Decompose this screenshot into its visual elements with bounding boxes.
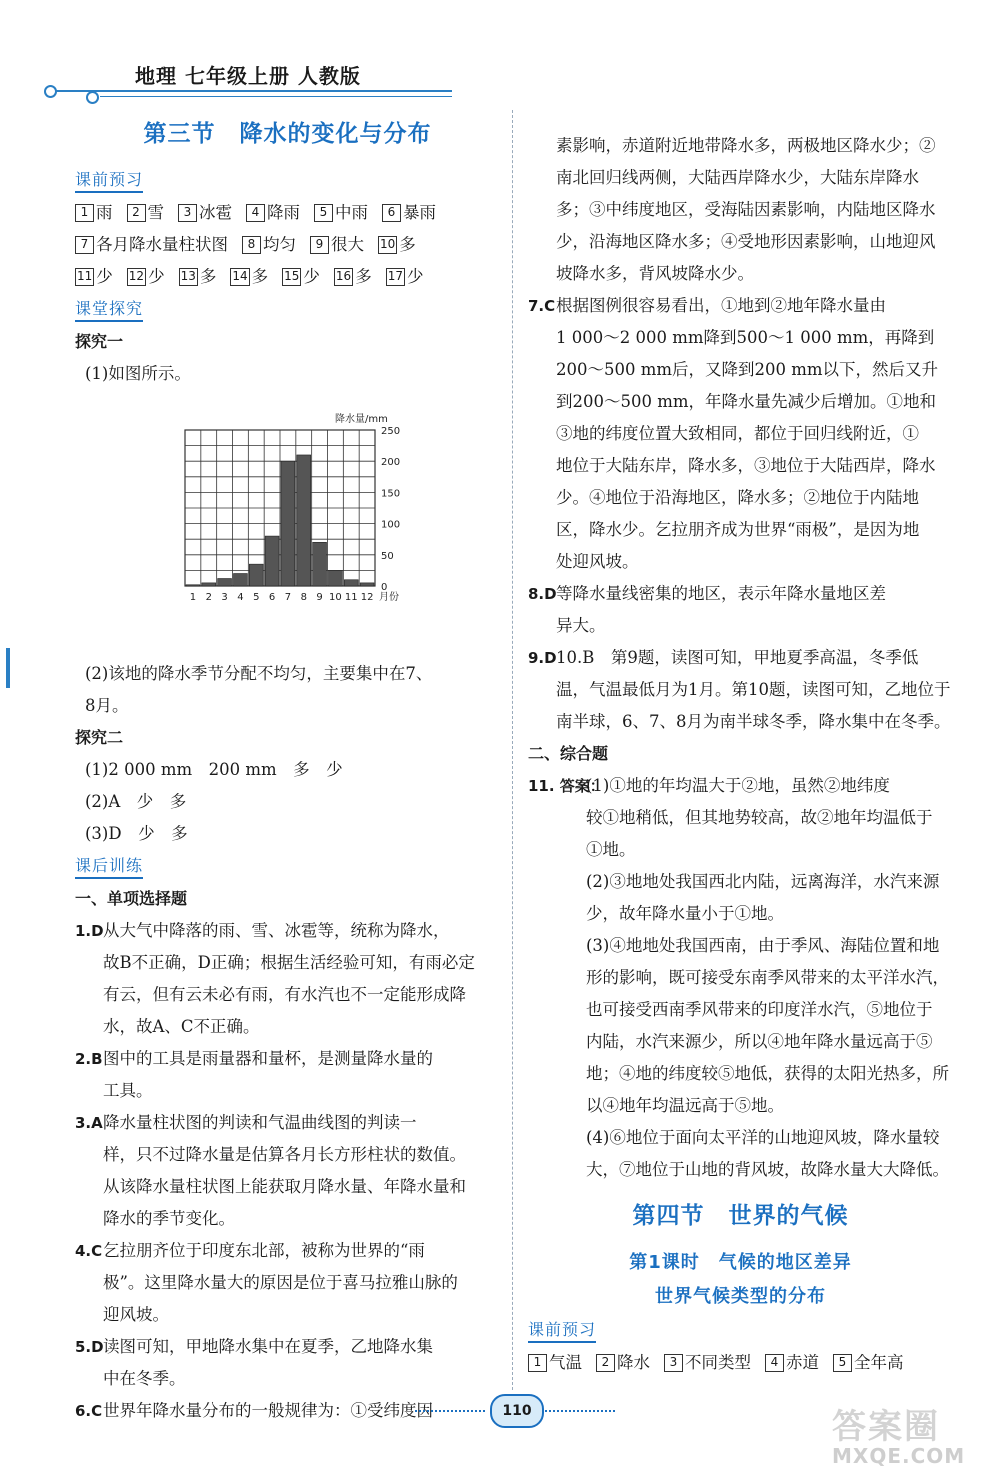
y-tick-label: 50 xyxy=(381,550,394,562)
answer-line: 坡降水多，背风坡降水少。 xyxy=(556,264,754,283)
lesson-subtitle: 世界气候类型的分布 xyxy=(655,1286,826,1307)
answer-item xyxy=(75,197,113,229)
answer-number-box: 7 xyxy=(75,236,94,254)
answer-line: 世界年降水量分布的一般规律为：①受纬度因 xyxy=(103,1401,433,1420)
answer-row xyxy=(75,197,500,229)
page-number: 110 xyxy=(490,1394,544,1428)
answer-11 xyxy=(528,770,953,1186)
answer-number-box: 10 xyxy=(378,236,397,254)
answer-line: 较①地稍低，但其地势较高，故②地年均温低于 xyxy=(586,808,933,827)
footer-dots-left xyxy=(415,1410,485,1412)
watermark-logo xyxy=(832,1399,982,1469)
x-tick-label: 1 xyxy=(189,592,197,603)
precipitation-bar xyxy=(249,564,263,586)
answer-item xyxy=(75,1107,500,1235)
answer-line: (2)③地地处我国西北内陆，远离海洋，水汽来源 xyxy=(586,872,940,891)
answer-text: 少 xyxy=(406,267,424,286)
precipitation-bar xyxy=(265,536,279,586)
answer-line: 处迎风坡。 xyxy=(556,552,639,571)
precipitation-bar xyxy=(313,542,327,586)
subheading-after: 课后训练 xyxy=(75,855,143,879)
answer-line: 少，沿海地区降水多；④受地形因素影响，山地迎风 xyxy=(556,232,936,251)
x-tick-label: 12 xyxy=(360,592,374,603)
answer-text: 多 xyxy=(399,235,416,254)
answer-text: 多 xyxy=(251,267,269,286)
answer-item xyxy=(765,1347,819,1379)
answer-item xyxy=(178,197,232,229)
column-divider xyxy=(512,110,514,1390)
x-tick-label: 2 xyxy=(205,592,212,603)
answer-line: 少，故年降水量小于①地。 xyxy=(586,904,784,923)
y-tick-label: 200 xyxy=(381,457,401,469)
answer-line: 有云，但有云未必有雨，有水汽也不一定能形成降 xyxy=(103,985,466,1004)
answer-item xyxy=(528,1347,582,1379)
answer-line: 工具。 xyxy=(103,1081,153,1100)
answer-item xyxy=(75,1043,500,1107)
precipitation-chart xyxy=(75,394,475,654)
answer-number-box: 15 xyxy=(282,268,301,286)
answer-text: 赤道 xyxy=(786,1353,819,1372)
answer-number-box: 8 xyxy=(242,236,261,254)
question-number: 8.D xyxy=(528,585,557,603)
header-dot-icon xyxy=(44,85,57,98)
x-tick-label: 10 xyxy=(329,592,342,603)
y-tick-label: 0 xyxy=(381,582,388,593)
answer-item xyxy=(127,197,165,229)
answer-list xyxy=(75,915,500,1427)
y-tick-label: 100 xyxy=(381,519,401,531)
preview-answers-2 xyxy=(528,1347,953,1379)
answer-text: 少 xyxy=(148,267,165,286)
answer-line: 降水量柱状图的判读和气温曲线图的判读一 xyxy=(103,1113,417,1132)
answer-number-box: 12 xyxy=(127,268,146,286)
subheading-preview: 课前预习 xyxy=(75,169,143,193)
x-tick-label: 5 xyxy=(253,592,260,603)
precipitation-bar xyxy=(360,583,374,586)
answer-line: 南半球，6、7、8月为南半球冬季，降水集中在冬季。 xyxy=(556,712,951,731)
question-number: 2.B xyxy=(75,1050,103,1068)
answer-line: 地位于大陆东岸，降水多，③地位于大陆西岸，降水 xyxy=(556,456,936,475)
precipitation-bar xyxy=(297,455,311,586)
answer-text: 很大 xyxy=(331,235,364,254)
watermark-url: MXQE.COM xyxy=(832,1444,966,1468)
precipitation-bar xyxy=(218,579,232,586)
answer-line: 素影响，赤道附近地带降水多，两极地区降水少；② xyxy=(556,136,936,155)
answer-line: 200～500 mm后，又降到200 mm以下，然后又升 xyxy=(556,360,939,379)
question-number: 1.D xyxy=(75,922,104,940)
answer-number-box: 1 xyxy=(528,1354,547,1372)
question-number: 4.C xyxy=(75,1242,103,1260)
answer-line: 从大气中降落的雨、雪、冰雹等，统称为降水， xyxy=(103,921,450,940)
header-dot-icon xyxy=(86,91,99,104)
x-tick-label: 3 xyxy=(221,592,228,603)
answer-number-box: 4 xyxy=(765,1354,784,1372)
explore-one-a: (1)如图所示。 xyxy=(85,364,191,383)
answer-line: 少。④地位于沿海地区，降水多；②地位于内陆地 xyxy=(556,488,919,507)
answer-item xyxy=(75,261,113,293)
y-tick-label: 250 xyxy=(381,426,401,437)
part-two-title: 二、综合题 xyxy=(528,744,609,763)
answer-number-box: 6 xyxy=(382,204,401,222)
answer-text: 暴雨 xyxy=(403,203,436,222)
answer-number-box: 13 xyxy=(179,268,198,286)
explore-one-title: 探究一 xyxy=(75,332,124,351)
answer-item xyxy=(664,1347,751,1379)
answer-line: 乞拉朋齐位于印度东北部，被称为世界的“雨 xyxy=(103,1241,425,1260)
answer-line: 多；③中纬度地区，受海陆因素影响，内陆地区降水 xyxy=(556,200,936,219)
left-column xyxy=(75,118,500,1427)
explore-two-line: (3)D 少 多 xyxy=(85,824,188,843)
answer-number-box: 3 xyxy=(664,1354,683,1372)
answer-text: 雨 xyxy=(96,203,113,222)
answer-list-right xyxy=(528,290,953,738)
answer-line: (4)⑥地位于面向太平洋的山地迎风坡，降水量较 xyxy=(586,1128,940,1147)
answer-text: 气温 xyxy=(549,1353,582,1372)
header-rule xyxy=(52,90,452,92)
answer-line: 区，降水少。乞拉朋齐成为世界“雨极”，是因为地 xyxy=(556,520,920,539)
answer-number-box: 3 xyxy=(178,204,197,222)
answer-number-box: 9 xyxy=(310,236,329,254)
part-one-title: 一、单项选择题 xyxy=(75,889,188,908)
answer-number-box: 2 xyxy=(127,204,146,222)
answer-item xyxy=(179,261,217,293)
answer-item xyxy=(386,261,424,293)
answer-item xyxy=(75,915,500,1043)
explore-two-line: (1)2 000 mm 200 mm 多 少 xyxy=(85,760,343,779)
answer-text: 中雨 xyxy=(335,203,368,222)
answer-row xyxy=(75,229,500,261)
header-rule-thin xyxy=(100,96,452,97)
answer-number-box: 4 xyxy=(246,204,265,222)
answer-item xyxy=(528,290,953,578)
answer-item xyxy=(75,1235,500,1331)
precipitation-bar xyxy=(329,570,343,586)
answer-line: 中在冬季。 xyxy=(103,1369,186,1388)
answer-number-box: 14 xyxy=(230,268,249,286)
answer-line: 根据图例很容易看出，①地到②地年降水量由 xyxy=(556,296,886,315)
answer-line: 以④地年均温远高于⑤地。 xyxy=(586,1096,784,1115)
subheading-preview-2: 课前预习 xyxy=(528,1319,596,1343)
answer-line: 到200～500 mm，年降水量先减少后增加。①地和 xyxy=(556,392,937,411)
answer-row xyxy=(75,261,500,293)
answer-line: 内陆，水汽来源少，所以④地年降水量远高于⑤ xyxy=(586,1032,933,1051)
answer-line: 读图可知，甲地降水集中在夏季，乙地降水集 xyxy=(103,1337,433,1356)
preview-answers xyxy=(75,197,500,293)
margin-mark xyxy=(6,648,10,688)
x-tick-label: 9 xyxy=(316,592,323,603)
x-axis-unit: 月份 xyxy=(379,592,399,603)
answer-line: 南北回归线两侧，大陆西岸降水少，大陆东岸降水 xyxy=(556,168,919,187)
answer-line: 故B不正确，D正确；根据生活经验可知，有雨必定 xyxy=(103,953,475,972)
question-number: 3.A xyxy=(75,1114,103,1132)
answer-line: 降水的季节变化。 xyxy=(103,1209,235,1228)
answer-line: 形的影响，既可接受东南季风带来的太平洋水汽， xyxy=(586,968,949,987)
answer-number-box: 5 xyxy=(833,1354,852,1372)
precipitation-bar xyxy=(202,583,216,586)
question-number: 7.C xyxy=(528,297,556,315)
answer-number-box: 11 xyxy=(75,268,94,286)
answer-item xyxy=(246,197,300,229)
explore-two-title: 探究二 xyxy=(75,728,124,747)
explore-two-line: (2)A 少 多 xyxy=(85,792,187,811)
x-tick-label: 11 xyxy=(344,592,358,603)
answer-text: 少 xyxy=(96,267,113,286)
precipitation-bar xyxy=(186,585,200,586)
subheading-explore: 课堂探究 xyxy=(75,298,143,322)
answer-line: 异大。 xyxy=(556,616,606,635)
answer-line: 10.B 第9题，读图可知，甲地夏季高温，冬季低 xyxy=(556,648,919,667)
answer-text: 全年高 xyxy=(854,1353,904,1372)
answer-number-box: 2 xyxy=(596,1354,615,1372)
question-number: 9.D xyxy=(528,649,557,667)
answer-item xyxy=(334,261,372,293)
answer-line: 极”。这里降水量大的原因是位于喜马拉雅山脉的 xyxy=(103,1273,458,1292)
answer-item xyxy=(310,229,364,261)
answer-line: (1)①地的年均温大于②地，虽然②地纬度 xyxy=(586,776,890,795)
x-tick-label: 8 xyxy=(300,592,307,603)
answer-item xyxy=(528,578,953,642)
x-tick-label: 7 xyxy=(284,592,292,603)
answer-line: 1 000～2 000 mm降到500～1 000 mm，再降到 xyxy=(556,328,935,347)
lesson-title: 第1课时 气候的地区差异 xyxy=(629,1252,852,1273)
answer-line: ③地的纬度位置大致相同，都位于回归线附近，① xyxy=(556,424,919,443)
answer-item xyxy=(242,229,296,261)
precipitation-chart-svg xyxy=(75,394,475,654)
answer-line: 大，⑦地位于山地的背风坡，故降水量大大降低。 xyxy=(586,1160,949,1179)
answer-text: 均匀 xyxy=(263,235,296,254)
answer-item xyxy=(230,261,268,293)
explore-one-b-line1: (2)该地的降水季节分配不均匀，主要集中在7、 xyxy=(85,664,433,683)
running-header xyxy=(40,60,460,100)
answer-row xyxy=(528,1347,953,1379)
answer-item xyxy=(382,197,436,229)
y-tick-label: 150 xyxy=(381,488,401,500)
answer-line: 图中的工具是雨量器和量杯，是测量降水量的 xyxy=(103,1049,433,1068)
explore-one-b-line2: 8月。 xyxy=(85,696,129,715)
section-4-title: 第四节 世界的气候 xyxy=(632,1203,849,1229)
answer-number-box: 5 xyxy=(314,204,333,222)
precipitation-bar xyxy=(281,461,295,586)
precipitation-bar xyxy=(234,574,248,586)
answer-line: 水，故A、C不正确。 xyxy=(103,1017,260,1036)
answer-text: 多 xyxy=(355,267,372,286)
answer-number-box: 1 xyxy=(75,204,94,222)
answer-line: 样，只不过降水量是估算各月长方形柱状的数值。 xyxy=(103,1145,466,1164)
watermark-text: 答案圈 xyxy=(832,1407,940,1447)
question-number: 11. 答案： xyxy=(528,777,605,795)
answer-11-body xyxy=(528,770,953,1186)
answer-text: 不同类型 xyxy=(685,1353,751,1372)
answer-line: ①地。 xyxy=(586,840,636,859)
answer-item xyxy=(127,261,165,293)
answer-item xyxy=(596,1347,650,1379)
answer-item xyxy=(378,229,416,261)
answer-line: 从该降水量柱状图上能获取月降水量、年降水量和 xyxy=(103,1177,466,1196)
precipitation-bar xyxy=(344,580,358,586)
right-column xyxy=(528,130,953,1379)
answer-item xyxy=(75,229,228,261)
answer-text: 降水 xyxy=(617,1353,650,1372)
question-number: 6.C xyxy=(75,1402,103,1420)
answer-text: 多 xyxy=(199,267,217,286)
answer-item xyxy=(833,1347,904,1379)
answer-text: 雪 xyxy=(147,203,164,222)
answer-number-box: 17 xyxy=(386,268,405,286)
answer-item xyxy=(528,642,953,738)
answer-text: 冰雹 xyxy=(199,203,232,222)
y-axis-label: 降水量/mm xyxy=(335,414,388,425)
question-number: 5.D xyxy=(75,1338,104,1356)
section-title: 第三节 降水的变化与分布 xyxy=(143,121,432,147)
answer-line: 迎风坡。 xyxy=(103,1305,169,1324)
book-title: 地理 七年级上册 人教版 xyxy=(135,64,361,88)
answer-text: 少 xyxy=(303,267,320,286)
x-tick-label: 4 xyxy=(237,592,244,603)
answer-item xyxy=(282,261,320,293)
answer-line: 地；④地的纬度较⑤地低，获得的太阳光热多，所 xyxy=(586,1064,949,1083)
answer-line: 等降水量线密集的地区，表示年降水量地区差 xyxy=(556,584,886,603)
x-tick-label: 6 xyxy=(268,592,276,603)
answer-number-box: 16 xyxy=(334,268,353,286)
answer-text: 各月降水量柱状图 xyxy=(96,235,228,254)
answer-item xyxy=(314,197,368,229)
answer-line: (3)④地地处我国西南，由于季风、海陆位置和地 xyxy=(586,936,940,955)
answer-6-continued xyxy=(528,130,953,290)
answer-item xyxy=(75,1331,500,1395)
answer-text: 降雨 xyxy=(267,203,300,222)
footer-dots-right xyxy=(545,1410,615,1412)
answer-line: 也可接受西南季风带来的印度洋水汽，⑤地位于 xyxy=(586,1000,933,1019)
answer-line: 温，气温最低月为1月。第10题，读图可知，乙地位于 xyxy=(556,680,951,699)
